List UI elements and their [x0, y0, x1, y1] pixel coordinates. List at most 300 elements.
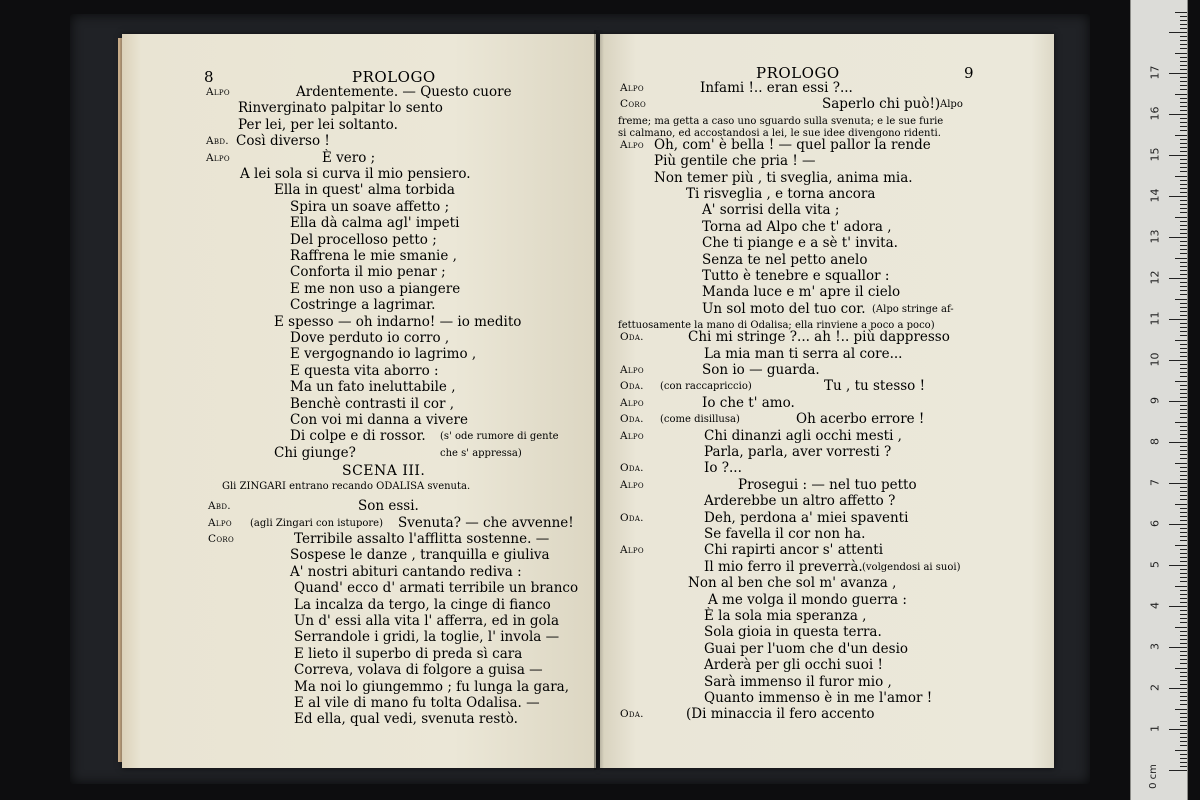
ruler-tick [1180, 590, 1187, 591]
ruler-tick [1180, 48, 1187, 49]
ruler-tick [1180, 303, 1187, 304]
ruler-tick [1180, 409, 1187, 410]
ruler-tick [1180, 581, 1187, 582]
ruler-tick [1180, 356, 1187, 357]
verse-line: A' nostri abituri cantando rediva : [290, 563, 522, 580]
verse-line: Raffrena le mie smanie , [290, 248, 457, 264]
ruler-tick [1169, 73, 1187, 74]
ruler-tick [1180, 512, 1187, 513]
ruler-tick [1180, 69, 1187, 70]
ruler-tick [1180, 540, 1187, 541]
ruler-tick [1180, 573, 1187, 574]
ruler-tick [1180, 454, 1187, 455]
speaker-label: Abd. [208, 500, 231, 513]
ruler-tick [1180, 61, 1187, 62]
ruler-tick [1180, 713, 1187, 714]
verse-line: E al vile di mano fu tolta Odalisa. — [294, 695, 540, 711]
verse-line: Del procelloso petto ; [290, 231, 437, 248]
speaker-label: Alpo [620, 478, 644, 491]
ruler-tick [1175, 12, 1187, 13]
verse-line: Guai per l'uom che d'un desio [704, 640, 909, 657]
ruler-tick [1175, 463, 1187, 464]
ruler-tick [1180, 315, 1187, 316]
ruler-tick [1180, 85, 1187, 86]
ruler-tick [1180, 57, 1187, 58]
ruler-tick [1169, 647, 1187, 648]
verse-line: Senza te nel petto anelo [702, 251, 868, 268]
ruler-tick [1180, 622, 1187, 623]
ruler-tick [1180, 758, 1187, 759]
ruler-tick [1180, 475, 1187, 476]
ruler-tick [1180, 159, 1187, 160]
ruler-tick [1180, 495, 1187, 496]
verse-line: Non temer più , ti sveglia, anima mia. [654, 169, 913, 186]
verse-line: A lei sola si curva il mio pensiero. [240, 166, 471, 182]
verse-line: Arderà per gli occhi suoi ! [704, 657, 883, 674]
ruler-number: 14 [1148, 188, 1162, 203]
ruler-tick [1180, 598, 1187, 599]
verse-line: E lieto il superbo di preda sì cara [294, 645, 523, 662]
verse-line: Sarà immenso il furor mio , [704, 673, 892, 690]
ruler-tick [1180, 766, 1187, 767]
ruler-tick [1180, 331, 1187, 332]
ruler-tick [1180, 754, 1187, 755]
ruler-tick [1180, 446, 1187, 447]
ruler-tick [1175, 176, 1187, 177]
ruler-tick [1180, 368, 1187, 369]
verse-line: Ma noi lo giungemmo ; fu lunga la gara, [294, 678, 569, 695]
ruler-tick [1180, 639, 1187, 640]
verse-line: Correva, volava di folgore a guisa — [294, 662, 543, 679]
ruler-tick [1180, 147, 1187, 148]
ruler-number: 5 [1148, 561, 1162, 568]
ruler-tick [1180, 20, 1187, 21]
verse-line: Di colpe e di rossor. [290, 428, 426, 445]
speaker-label: Alpo [208, 516, 232, 529]
verse-line: Non al ben che sol m' avanza , [688, 575, 897, 592]
stage-direction: (Alpo stringe af- [872, 303, 954, 315]
ruler-tick [1169, 688, 1187, 689]
ruler-tick [1180, 741, 1187, 742]
ruler-tick [1175, 135, 1187, 136]
ruler-tick [1180, 471, 1187, 472]
ruler-tick [1180, 372, 1187, 373]
ruler-tick [1180, 479, 1187, 480]
ruler-tick [1180, 118, 1187, 119]
ruler-tick [1180, 122, 1187, 123]
verse-line: Oh, com' è bella ! — quel pallor la rende [654, 136, 931, 153]
ruler-tick [1180, 553, 1187, 554]
ruler-tick [1180, 663, 1187, 664]
verse-line: Sola gioia in questa terra. [704, 624, 882, 641]
ruler-tick [1169, 770, 1187, 771]
verse-line: Se favella il cor non ha. [704, 526, 866, 542]
ruler-tick [1169, 442, 1187, 443]
ruler-tick [1175, 340, 1187, 341]
ruler-tick [1180, 16, 1187, 17]
ruler-tick [1180, 98, 1187, 99]
ruler-tick [1180, 405, 1187, 406]
verse-line: Dove perduto io corro , [290, 330, 450, 346]
verse-line: Io ?... [704, 460, 742, 477]
verse-line: Ma un fato ineluttabile , [290, 379, 456, 396]
ruler-tick [1180, 417, 1187, 418]
ruler-tick [1180, 139, 1187, 140]
ruler-tick [1169, 237, 1187, 238]
ruler-tick [1180, 614, 1187, 615]
page-number: 8 [204, 68, 214, 86]
ruler-tick [1180, 684, 1187, 685]
verse-line: La incalza da tergo, la cinge di fianco [294, 596, 551, 613]
ruler-tick [1180, 516, 1187, 517]
ruler-tick [1180, 225, 1187, 226]
ruler-number: 11 [1148, 311, 1162, 326]
ruler-tick [1180, 163, 1187, 164]
ruler-tick [1180, 700, 1187, 701]
ruler-tick [1180, 704, 1187, 705]
ruler-tick [1180, 200, 1187, 201]
verse-line: Più gentile che pria ! — [654, 153, 816, 170]
verse-line: Ti risveglia , e torna ancora [686, 186, 876, 202]
verse-line: A me volga il mondo guerra : [708, 591, 907, 608]
ruler-tick [1180, 508, 1187, 509]
ruler-tick [1180, 602, 1187, 603]
ruler-tick [1180, 274, 1187, 275]
verse-line: Spira un soave affetto ; [290, 198, 450, 215]
speaker-label: Alpo [206, 86, 230, 98]
verse-line: Per lei, per lei soltanto. [238, 116, 398, 133]
ruler-tick [1180, 631, 1187, 632]
ruler-tick [1180, 725, 1187, 726]
ruler-tick [1180, 241, 1187, 242]
ruler-tick [1180, 676, 1187, 677]
ruler-tick [1180, 286, 1187, 287]
speaker-label: Abd. [206, 135, 229, 148]
speaker-label: Oda. [620, 331, 644, 344]
verse-line: Serrandole i gridi, la toglie, l' invola — [294, 629, 560, 646]
ruler-tick [1169, 483, 1187, 484]
ruler-tick [1180, 212, 1187, 213]
speaker-label: Oda. [620, 380, 644, 393]
ruler-tick [1175, 258, 1187, 259]
ruler-tick [1180, 528, 1187, 529]
ruler-number: 15 [1148, 147, 1162, 162]
ruler-tick [1169, 729, 1187, 730]
verse-line: Un d' essi alla vita l' afferra, ed in gola [294, 613, 560, 629]
ruler-tick [1180, 721, 1187, 722]
verse-line: Ardentemente. — Questo cuore [296, 84, 512, 100]
verse-line: Un sol moto del tuo cor. [702, 300, 866, 317]
ruler-tick [1180, 204, 1187, 205]
ruler-tick [1180, 81, 1187, 82]
verse-line: Tutto è tenebre e squallor : [702, 268, 890, 284]
measurement-ruler [1130, 0, 1188, 800]
ruler-tick [1180, 106, 1187, 107]
verse-line: Infami !.. eran essi ?... [700, 80, 853, 96]
ruler-tick [1180, 270, 1187, 271]
ruler-tick [1180, 253, 1187, 254]
ruler-tick [1180, 77, 1187, 78]
verse-line: Ella dà calma agl' impeti [290, 215, 460, 232]
verse-line: Son io — guarda. [702, 362, 820, 378]
ruler-tick [1180, 450, 1187, 451]
ruler-tick [1180, 376, 1187, 377]
ruler-tick [1180, 651, 1187, 652]
verse-line: Quanto immenso è in me l'amor ! [704, 690, 933, 706]
stage-direction: (come disillusa) [660, 414, 740, 426]
verse-line: Chi dinanzi agli occhi mesti , [704, 427, 902, 444]
ruler-tick [1180, 344, 1187, 345]
verse-line: Manda luce e m' apre il cielo [702, 284, 901, 301]
ruler-number: 16 [1148, 106, 1162, 121]
ruler-tick [1175, 627, 1187, 628]
ruler-tick [1180, 557, 1187, 558]
verse-line: Chi giunge? [274, 444, 356, 461]
verse-line: Deh, perdona a' miei spaventi [704, 509, 909, 526]
page-number: 9 [964, 64, 974, 82]
speaker-label: Alpo [206, 151, 230, 164]
ruler-tick [1180, 389, 1187, 390]
verse-line: Oh acerbo errore ! [796, 411, 925, 428]
ruler-unit-label: 0 cm [1147, 764, 1159, 789]
scene-title: SCENA III. [342, 463, 426, 480]
ruler-number: 1 [1148, 725, 1162, 732]
running-head: PROLOGO [756, 64, 840, 82]
ruler-tick [1180, 397, 1187, 398]
speaker-label: Alpo [620, 429, 644, 442]
ruler-tick [1175, 709, 1187, 710]
ruler-tick [1180, 487, 1187, 488]
ruler-tick [1180, 491, 1187, 492]
verse-line: E vergognando io lagrimo , [290, 346, 477, 363]
ruler-tick [1180, 245, 1187, 246]
ruler-tick [1180, 40, 1187, 41]
ruler-tick [1180, 499, 1187, 500]
ruler-tick [1180, 311, 1187, 312]
ruler-tick [1169, 278, 1187, 279]
stage-direction: si calmano, ed accostandosi a lei, le sue idee divengono ridenti. [618, 127, 941, 139]
ruler-tick [1180, 434, 1187, 435]
verse-line: Quand' ecco d' armati terribile un branco [294, 580, 579, 597]
ruler-tick [1169, 524, 1187, 525]
ruler-tick [1169, 32, 1187, 33]
stage-direction: (con raccapriccio) [660, 381, 752, 393]
ruler-tick [1180, 762, 1187, 763]
verse-line: Arderebbe un altro affetto ? [704, 493, 896, 510]
ruler-tick [1180, 696, 1187, 697]
ruler-tick [1169, 565, 1187, 566]
verse-line: È la sola mia speranza , [704, 608, 867, 624]
ruler-tick [1175, 750, 1187, 751]
stage-direction: (s' ode rumore di gente [440, 431, 559, 443]
ruler-tick [1180, 549, 1187, 550]
ruler-tick [1180, 536, 1187, 537]
ruler-tick [1180, 426, 1187, 427]
ruler-tick [1180, 167, 1187, 168]
stage-direction: Alpo [940, 99, 963, 111]
ruler-tick [1180, 180, 1187, 181]
ruler-tick [1180, 151, 1187, 152]
ruler-number: 8 [1148, 438, 1162, 445]
ruler-tick [1180, 393, 1187, 394]
ruler-tick [1169, 114, 1187, 115]
ruler-tick [1180, 307, 1187, 308]
ruler-tick [1180, 438, 1187, 439]
ruler-tick [1175, 668, 1187, 669]
ruler-number: 6 [1148, 520, 1162, 527]
ruler-tick [1180, 618, 1187, 619]
ruler-tick [1180, 184, 1187, 185]
ruler-tick [1180, 364, 1187, 365]
verse-line: Torna ad Alpo che t' adora , [702, 218, 892, 235]
ruler-tick [1175, 504, 1187, 505]
ruler-tick [1180, 262, 1187, 263]
verse-line: Ed ella, qual vedi, svenuta restò. [294, 711, 518, 728]
speaker-label: Coro [620, 98, 646, 111]
ruler-tick [1180, 102, 1187, 103]
ruler-tick [1180, 348, 1187, 349]
ruler-number: 12 [1148, 270, 1162, 285]
speaker-label: Coro [208, 533, 234, 545]
speaker-label: Alpo [620, 544, 644, 557]
ruler-tick [1180, 352, 1187, 353]
ruler-number: 7 [1148, 479, 1162, 486]
ruler-tick [1180, 520, 1187, 521]
ruler-tick [1180, 327, 1187, 328]
verse-line: Terribile assalto l'afflitta sostenne. — [294, 531, 550, 547]
verse-line: Chi rapirti ancor s' attenti [704, 542, 884, 559]
ruler-tick [1169, 606, 1187, 607]
verse-line: Svenuta? — che avvenne! [398, 514, 574, 531]
ruler-tick [1180, 65, 1187, 66]
ruler-tick [1180, 577, 1187, 578]
running-head: PROLOGO [352, 68, 436, 86]
verse-line: È vero ; [322, 149, 376, 166]
ruler-tick [1180, 294, 1187, 295]
verse-line: Benchè contrasti il cor , [290, 395, 455, 412]
ruler-tick [1175, 299, 1187, 300]
ruler-tick [1180, 323, 1187, 324]
ruler-number: 3 [1148, 643, 1162, 650]
ruler-tick [1169, 155, 1187, 156]
ruler-tick [1180, 266, 1187, 267]
ruler-tick [1180, 655, 1187, 656]
ruler-number: 13 [1148, 229, 1162, 244]
ruler-tick [1180, 89, 1187, 90]
ruler-tick [1180, 733, 1187, 734]
ruler-tick [1180, 290, 1187, 291]
ruler-tick [1180, 188, 1187, 189]
ruler-tick [1180, 229, 1187, 230]
ruler-tick [1175, 586, 1187, 587]
ruler-tick [1180, 692, 1187, 693]
ruler-tick [1180, 569, 1187, 570]
ruler-tick [1175, 381, 1187, 382]
ruler-tick [1180, 282, 1187, 283]
ruler-tick [1180, 335, 1187, 336]
ruler-number: 10 [1148, 352, 1162, 367]
book-spine [594, 30, 604, 770]
ruler-tick [1180, 561, 1187, 562]
verse-line: Saperlo chi può!) [822, 96, 941, 113]
stage-direction: (agli Zingari con istupore) [250, 517, 383, 529]
ruler-tick [1175, 545, 1187, 546]
ruler-tick [1169, 360, 1187, 361]
ruler-tick [1180, 221, 1187, 222]
stage-direction: (volgendosi ai suoi) [862, 561, 961, 573]
ruler-tick [1180, 249, 1187, 250]
ruler-tick [1180, 208, 1187, 209]
verse-line: La mia man ti serra al core... [704, 345, 903, 362]
verse-line: E me non uso a piangere [290, 280, 461, 297]
verse-line: Son essi. [358, 498, 419, 515]
ruler-tick [1180, 532, 1187, 533]
ruler-tick [1180, 413, 1187, 414]
ruler-tick [1180, 233, 1187, 234]
ruler-tick [1180, 635, 1187, 636]
speaker-label: Alpo [620, 364, 644, 376]
ruler-tick [1180, 659, 1187, 660]
verse-line: Conforta il mio penar ; [290, 264, 446, 281]
ruler-tick [1175, 422, 1187, 423]
ruler-tick [1180, 458, 1187, 459]
speaker-label: Alpo [620, 396, 644, 409]
verse-line: Che ti piange e a sè t' invita. [702, 235, 898, 252]
ruler-number: 4 [1148, 602, 1162, 609]
ruler-tick [1180, 110, 1187, 111]
ruler-tick [1169, 401, 1187, 402]
speaker-label: Oda. [620, 462, 644, 475]
verse-line: Io che t' amo. [702, 394, 795, 411]
stage-direction: che s' appressa) [440, 447, 522, 459]
speaker-label: Alpo [620, 82, 644, 94]
ruler-tick [1180, 680, 1187, 681]
ruler-tick [1180, 610, 1187, 611]
verse-line: Con voi mi danna a vivere [290, 412, 468, 428]
ruler-tick [1180, 171, 1187, 172]
ruler-tick [1180, 430, 1187, 431]
verse-line: Chi mi stringe ?... ah !.. più dappresso [688, 329, 950, 346]
speaker-label: Oda. [620, 511, 644, 524]
verse-line: (Di minaccia il fero accento [686, 706, 875, 723]
ruler-tick [1180, 594, 1187, 595]
ruler-tick [1180, 28, 1187, 29]
ruler-number: 9 [1148, 397, 1162, 404]
verse-line: Costringe a lagrimar. [290, 297, 436, 314]
ruler-tick [1180, 385, 1187, 386]
ruler-tick [1175, 94, 1187, 95]
ruler-tick [1175, 217, 1187, 218]
ruler-tick [1169, 319, 1187, 320]
verse-line: Rinverginato palpitar lo sento [238, 100, 443, 117]
verse-line: Il mio ferro il preverrà. [704, 558, 863, 575]
ruler-tick [1175, 53, 1187, 54]
speaker-label: Oda. [620, 708, 644, 721]
verse-line: Ella in quest' alma torbida [274, 182, 455, 199]
ruler-tick [1169, 196, 1187, 197]
ruler-number: 17 [1148, 65, 1162, 80]
verse-line: A' sorrisi della vita ; [702, 202, 840, 219]
ruler-tick [1180, 467, 1187, 468]
verse-line: Prosegui : — nel tuo petto [738, 476, 917, 493]
ruler-number: 2 [1148, 684, 1162, 691]
ruler-tick [1180, 44, 1187, 45]
ruler-tick [1180, 126, 1187, 127]
stage-direction: fettuosamente la mano di Odalisa; ella rinviene a poco a poco) [618, 320, 935, 332]
verse-line: Tu , tu stesso ! [824, 378, 926, 395]
ruler-tick [1180, 745, 1187, 746]
ruler-tick [1180, 24, 1187, 25]
